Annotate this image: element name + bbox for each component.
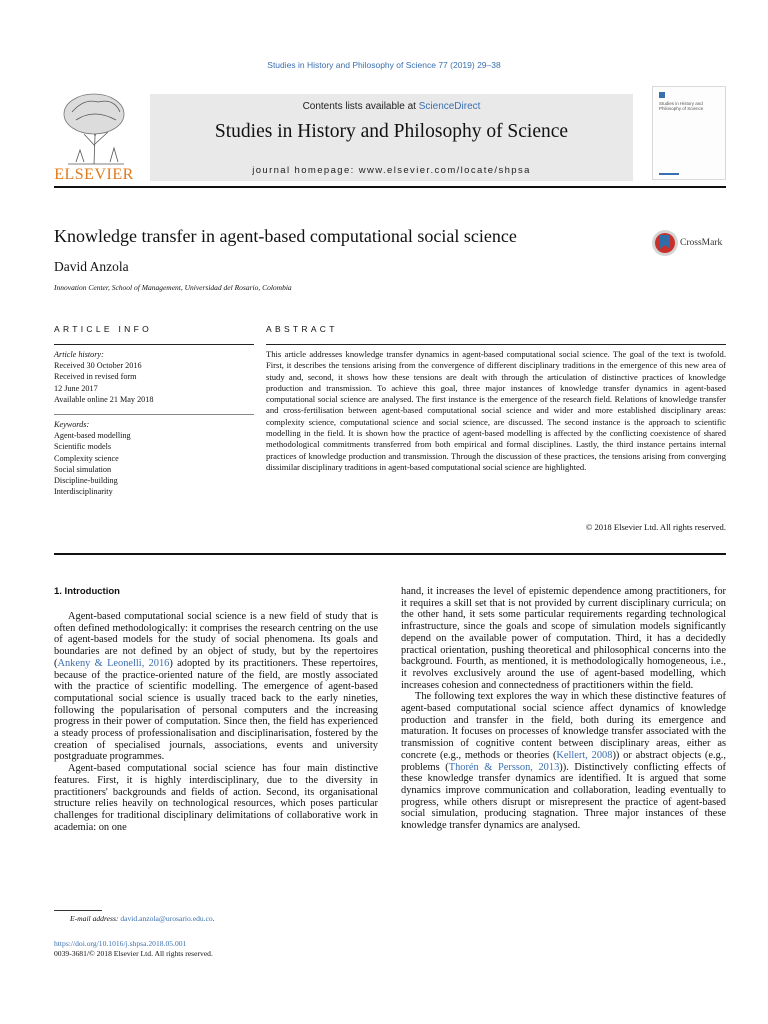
citation-link[interactable]: Ankeny & Leonelli, 2016 bbox=[57, 657, 170, 669]
history-line: 12 June 2017 bbox=[54, 383, 98, 393]
paragraph bbox=[401, 691, 726, 831]
paragraph-text: )). Distinctively conflicting effects of these knowledge transfer dynamics are identified. It is argued that some dynamics improve communication and collaboration, leading eventually to progress, while others disrupt or misrepresent the practice of agent-based social simulation, producing stagnation. Three major instances of these knowledge transfer dynamics are analysed. bbox=[401, 761, 726, 832]
homepage-prefix: journal homepage: bbox=[252, 165, 359, 176]
section-heading-introduction: 1. Introduction bbox=[54, 586, 120, 597]
keyword: Social simulation bbox=[54, 464, 112, 474]
history-label: Article history: bbox=[54, 350, 104, 359]
author-name[interactable]: David Anzola bbox=[54, 259, 129, 274]
journal-citation[interactable]: Studies in History and Philosophy of Science 77 (2019) 29–38 bbox=[267, 60, 501, 70]
email-link[interactable]: david.anzola@urosario.edu.co bbox=[120, 914, 213, 923]
keyword: Discipline-building bbox=[54, 476, 118, 486]
author-affiliation: Innovation Center, School of Management, Universidad del Rosario, Colombia bbox=[54, 283, 292, 292]
keywords-rule bbox=[54, 414, 254, 415]
issn-line: 0039-3681/© 2018 Elsevier Ltd. All rights reserved. bbox=[54, 949, 213, 958]
footnote-rule bbox=[54, 910, 102, 911]
paragraph-text: ) adopted by its practitioners. These repertoires, because of the practice-oriented nature of the field, are mostly associated with the practice of scientific modelling. The emergence of agent-based computational social science is usually traced back to the early nineties, following the popularisation of personal computers and the increasing progress in their power of computation. Since then, the field has experienced a steady process of professionalisation and disciplinarisation, fostered by the creation of specialised journals, associations, events and university postgraduate programmes. bbox=[54, 657, 378, 763]
article-history bbox=[54, 349, 254, 405]
body-column-left bbox=[54, 611, 378, 833]
contents-prefix: Contents lists available at bbox=[302, 101, 419, 112]
email-end: . bbox=[212, 914, 215, 923]
cover-title: Studies in History and Philosophy of Science bbox=[659, 101, 704, 111]
keywords-list bbox=[54, 419, 254, 497]
crossmark-label: CrossMark bbox=[680, 238, 723, 248]
crossmark-icon bbox=[651, 229, 679, 257]
history-line: Available online 21 May 2018 bbox=[54, 394, 154, 404]
keyword: Agent-based modelling bbox=[54, 431, 131, 441]
history-line: Received in revised form bbox=[54, 372, 137, 382]
article-info-heading: ARTICLE INFO bbox=[54, 324, 153, 334]
elsevier-tree-logo-icon[interactable] bbox=[54, 86, 146, 182]
doi-link[interactable] bbox=[54, 939, 186, 948]
journal-homepage bbox=[150, 165, 633, 176]
keyword: Scientific models bbox=[54, 442, 112, 452]
elsevier-wordmark: ELSEVIER bbox=[54, 166, 134, 183]
keyword: Interdisciplinarity bbox=[54, 487, 113, 497]
paragraph: Agent-based computational social science has four main distinctive features. First, it is highly interdisciplinary, due to the diversity in practitioners' backgrounds and fields of action. Second, its organisational structure relies heavily on technological resources, which poses particular challenges for traditional disciplinary delimitations of collaborative work in academia: on one bbox=[54, 763, 378, 833]
footnote-email bbox=[70, 914, 215, 923]
header-rule bbox=[54, 186, 726, 188]
paragraph-text: Agent-based computational social science is a new field of study that is often defined methodologically: it comprises the research centring on the use of agent-based models for the study of social phenomena. Its goals and boundaries are not defined by an object of study, but by the repertoires ( bbox=[54, 611, 378, 669]
citation-link[interactable]: Thorén & Persson, 2013 bbox=[448, 761, 560, 773]
keyword: Complexity science bbox=[54, 453, 119, 463]
journal-cover-thumbnail-icon[interactable] bbox=[652, 86, 726, 180]
cover-stripe bbox=[659, 173, 679, 175]
sciencedirect-link[interactable]: ScienceDirect bbox=[418, 101, 481, 112]
abstract-copyright: © 2018 Elsevier Ltd. All rights reserved. bbox=[585, 522, 726, 532]
paragraph bbox=[54, 611, 378, 763]
body-column-right bbox=[401, 586, 726, 832]
homepage-url[interactable]: www.elsevier.com/locate/shpsa bbox=[358, 165, 531, 176]
paragraph-text: The following text explores the way in which these distinctive features of agent-based computational social science affect dynamics of knowledge production and transfer in the field, both during its emergence and maturation. It focuses on processes of knowledge transfer associated with the transmission of cognitive content between disciplinary areas, either as concrete (e.g., methods or theories ( bbox=[401, 691, 726, 761]
journal-title[interactable]: Studies in History and Philosophy of Science bbox=[214, 121, 569, 142]
article-info-rule bbox=[54, 344, 254, 345]
abstract-bottom-rule bbox=[54, 553, 726, 555]
citation-link[interactable]: Kellert, 2008 bbox=[556, 749, 613, 761]
abstract-rule bbox=[266, 344, 726, 345]
paragraph: hand, it increases the level of epistemic dependence among practitioners, for it requires a skill set that is not provided by current disciplinary curricula; on the other hand, it sets some particular requirements regarding technological infrastructure, since the goals and scope of simulation models significantly depend on the available power of computation. Third, it has a decidedly practical orientation, pushing theoretical and philosophical concerns into the background. Fourth, as mentioned, it is methodologically homogeneous, i.e., it revolves exclusively around the use of agent-based modelling, which increases cohesion and connectedness of practitioners within the field. bbox=[401, 586, 726, 691]
cover-emblem bbox=[659, 92, 665, 98]
article-title: Knowledge transfer in agent-based computational social science bbox=[54, 226, 517, 246]
contents-line bbox=[150, 101, 633, 112]
doi-text[interactable]: https://doi.org/10.1016/j.shpsa.2018.05.001 bbox=[54, 939, 187, 948]
journal-header bbox=[54, 86, 726, 182]
paragraph-text: )) or abstract objects (e.g., problems ( bbox=[401, 749, 726, 773]
keywords-label: Keywords: bbox=[54, 420, 90, 429]
crossmark-badge[interactable] bbox=[651, 229, 731, 261]
email-label: E-mail address: bbox=[70, 914, 121, 923]
abstract-text: This article addresses knowledge transfer dynamics in agent-based computational social science. The goal of the text is twofold. First, it describes the tensions arising from the convergence of different disciplinary traditions in the emergence of this new area of study and, second, it shows how these tensions are dealt with through the articulation of distinctive practices of knowledge production and transmission. To achieve this goal, three major instances of knowledge transfer dynamics in agent-based computational social science are analysed. The first instance is the emergence of the research field. Relations of knowledge transfer and cross-fertilisation between agent-based computational social science and wider and more established disciplinary areas: complexity science, computational science and social science, are discussed. The second instance is the approach to scientific modelling in the field. It is shown how the practice of agent-based modelling is affected by the conflicting coexistence of shared methodological commitments transferred from both empirical and formal disciplines. Lastly, the third instance pertains internal practices of knowledge production and transmission. Through the discussion of these practices, the tensions arising from converging dissimilar disciplinary traditions in agent-based computational social science are highlighted. bbox=[266, 349, 726, 472]
abstract-heading: ABSTRACT bbox=[266, 324, 338, 334]
history-line: Received 30 October 2016 bbox=[54, 361, 142, 371]
journal-banner bbox=[150, 94, 633, 181]
